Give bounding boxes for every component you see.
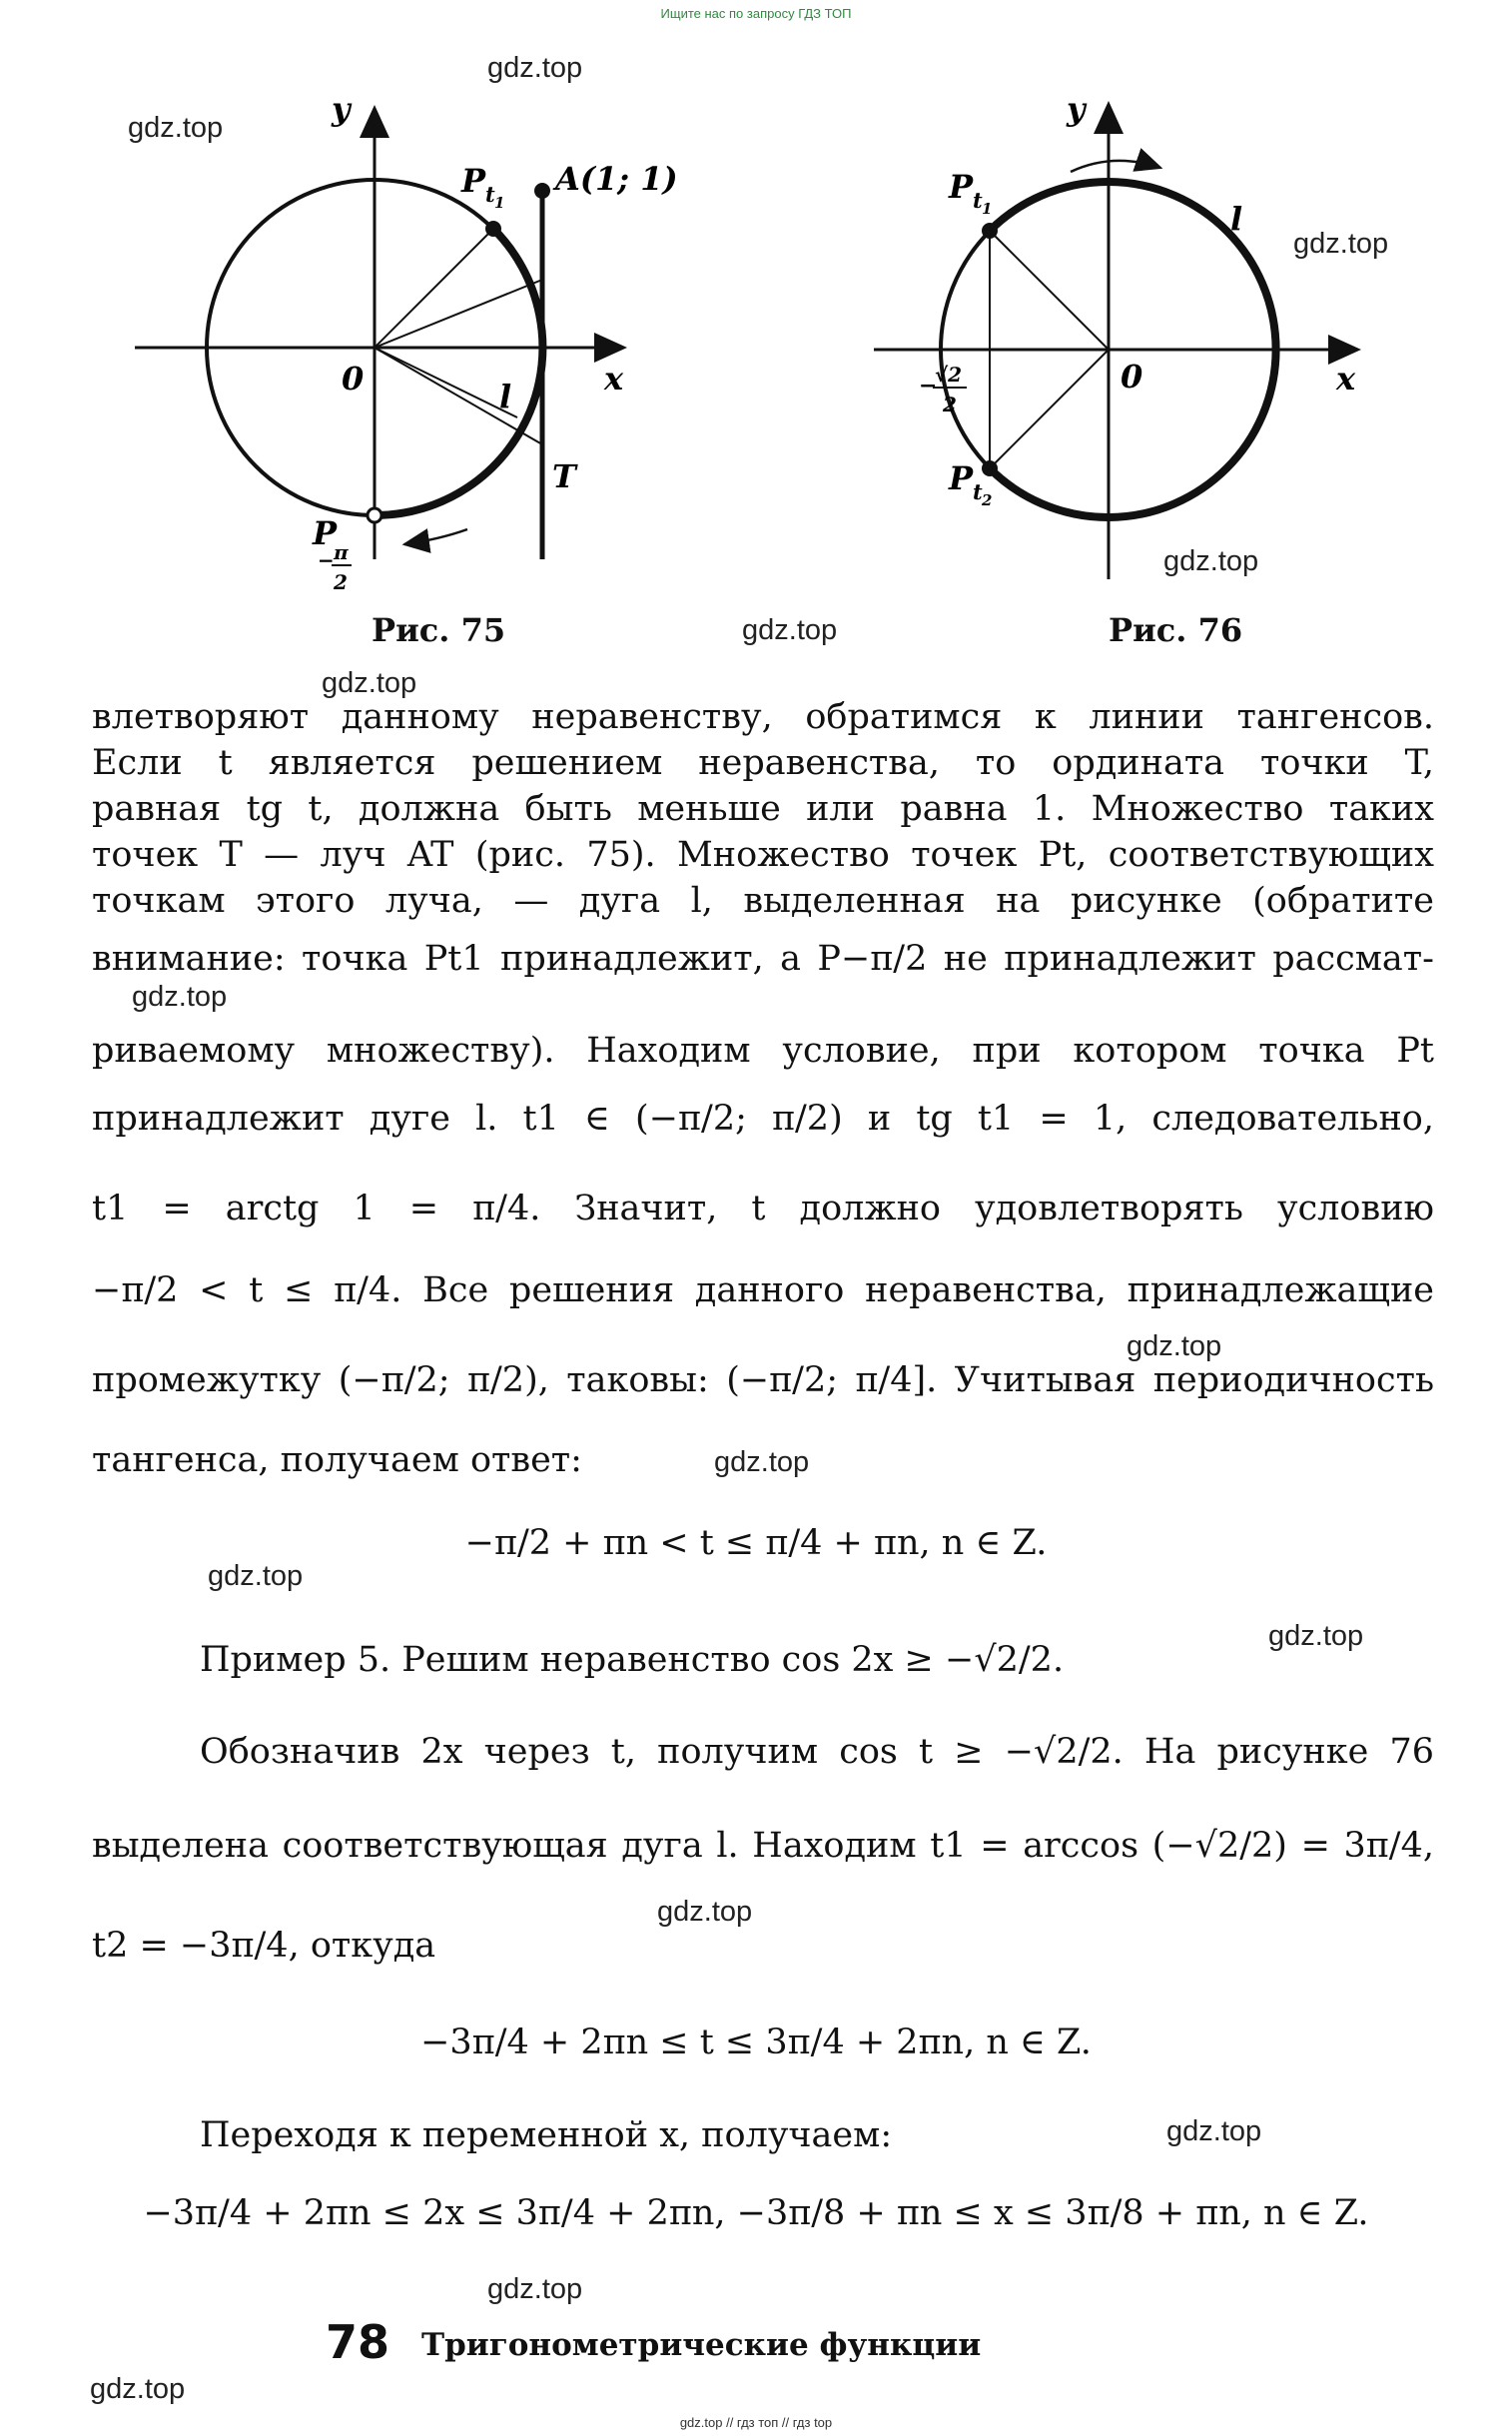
- watermark: gdz.top: [657, 1896, 753, 1928]
- text-line: Обозначив 2x через t, получим cos t ≥ −√2/2. На рисунке 76: [200, 1732, 1434, 1772]
- label-a: A(1; 1): [555, 160, 678, 198]
- caption-fig75: Рис. 75: [372, 611, 506, 649]
- svg-text:1: 1: [982, 200, 993, 218]
- label-y: y: [332, 90, 351, 128]
- watermark: gdz.top: [132, 981, 228, 1013]
- answer-2: −3π/4 + 2πn ≤ t ≤ 3π/4 + 2πn, n ∈ Z.: [420, 2023, 1092, 2062]
- caption-fig76: Рис. 76: [1109, 611, 1243, 649]
- text-line: t1 = arctg 1 = π/4. Значит, t должно удовлетворять условию: [92, 1189, 1434, 1228]
- watermark: gdz.top: [322, 667, 417, 699]
- text-line: Если t является решением неравенства, то ордината точки T,: [92, 743, 1434, 783]
- svg-text:t: t: [973, 479, 983, 504]
- text-line: выделена соответствующая дуга l. Находим t1 = arccos (−√2/2) = 3π/4,: [92, 1826, 1434, 1866]
- point-pt1: [485, 221, 501, 237]
- text-line: точкам этого луча, — дуга l, выделенная на рисунке (обратите: [92, 881, 1434, 921]
- arc-l: [375, 229, 542, 515]
- svg-text:2: 2: [943, 393, 957, 416]
- label-y: y: [1067, 90, 1086, 128]
- text-line: Переходя к переменной x, получаем:: [200, 2115, 893, 2155]
- point-p-minus-pi2: [368, 508, 381, 522]
- watermark: gdz.top: [487, 52, 583, 84]
- text-line: точек T — луч AT (рис. 75). Множество точек Pt, соответствующих: [92, 835, 1434, 875]
- text-line: тангенса, получаем ответ:: [92, 1440, 582, 1480]
- label-o: 0: [342, 360, 365, 398]
- text-line: −π/2 < t ≤ π/4. Все решения данного неравенства, принадлежащие: [92, 1270, 1434, 1310]
- watermark: gdz.top: [90, 2373, 186, 2405]
- text-line: принадлежит дуге l. t1 ∈ (−π/2; π/2) и tg t1 = 1, следовательно,: [92, 1099, 1434, 1139]
- top-note: Ищите нас по запросу ГДЗ ТОП: [660, 6, 852, 21]
- figure-75: [120, 90, 679, 609]
- text-line: t2 = −3π/4, откуда: [92, 1926, 436, 1966]
- text-line: промежутку (−π/2; π/2), таковы: (−π/2; π/4]. Учитывая периодичность: [92, 1360, 1434, 1400]
- point-a: [534, 183, 550, 199]
- svg-text:2: 2: [334, 570, 348, 594]
- watermark: gdz.top: [1163, 545, 1259, 577]
- label-p-minus-pi2: P: [313, 514, 338, 552]
- bottom-note: gdz.top // гдз топ // гдз top: [679, 2415, 833, 2430]
- running-title: Тригонометрические функции: [421, 2327, 982, 2363]
- figure-76: [859, 90, 1378, 609]
- watermark: gdz.top: [487, 2273, 583, 2305]
- text-line: риваемому множеству). Находим условие, при котором точка Pt: [92, 1031, 1434, 1071]
- watermark: gdz.top: [1127, 1330, 1222, 1362]
- watermark: gdz.top: [128, 112, 224, 144]
- watermark: gdz.top: [714, 1446, 810, 1478]
- text-line: внимание: точка Pt1 принадлежит, а P−π/2 не принадлежит рассмат-: [92, 939, 1434, 979]
- watermark: gdz.top: [1268, 1620, 1364, 1652]
- label-frac: √2: [935, 363, 963, 387]
- label-o: 0: [1121, 358, 1143, 396]
- watermark: gdz.top: [742, 614, 838, 646]
- label-x: x: [604, 360, 624, 398]
- direction-arrow: [404, 529, 467, 544]
- example-5-heading: Пример 5. Решим неравенство cos 2x ≥ −√2/2.: [200, 1640, 1065, 1680]
- answer-3: −3π/4 + 2πn ≤ 2x ≤ 3π/4 + 2πn, −3π/8 + πn ≤ x ≤ 3π/8 + πn, n ∈ Z.: [143, 2193, 1369, 2233]
- label-pt2: P: [949, 459, 974, 497]
- label-l: l: [1230, 200, 1243, 238]
- svg-text:2: 2: [982, 491, 993, 509]
- text-line: равная tg t, должна быть меньше или равна 1. Множество таких: [92, 789, 1434, 829]
- label-t: T: [552, 457, 576, 495]
- svg-text:π: π: [334, 540, 349, 564]
- svg-text:t: t: [973, 188, 983, 213]
- svg-text:1: 1: [494, 194, 505, 212]
- direction-arrow: [1071, 161, 1160, 172]
- watermark: gdz.top: [1166, 2115, 1262, 2147]
- label-x: x: [1336, 360, 1356, 398]
- watermark: gdz.top: [208, 1560, 304, 1592]
- svg-text:−: −: [919, 373, 938, 399]
- watermark: gdz.top: [1293, 228, 1389, 260]
- point-pt1: [982, 223, 998, 239]
- label-pt1: P: [461, 162, 486, 200]
- point-pt2: [982, 460, 998, 476]
- label-pt1: P: [949, 168, 974, 206]
- answer-1: −π/2 + πn < t ≤ π/4 + πn, n ∈ Z.: [464, 1523, 1048, 1563]
- svg-text:t: t: [485, 182, 495, 207]
- label-l: l: [499, 378, 512, 415]
- page-number: 78: [326, 2315, 390, 2369]
- text-line: влетворяют данному неравенству, обратимся к линии тангенсов.: [92, 697, 1434, 737]
- svg-text:−: −: [318, 548, 335, 572]
